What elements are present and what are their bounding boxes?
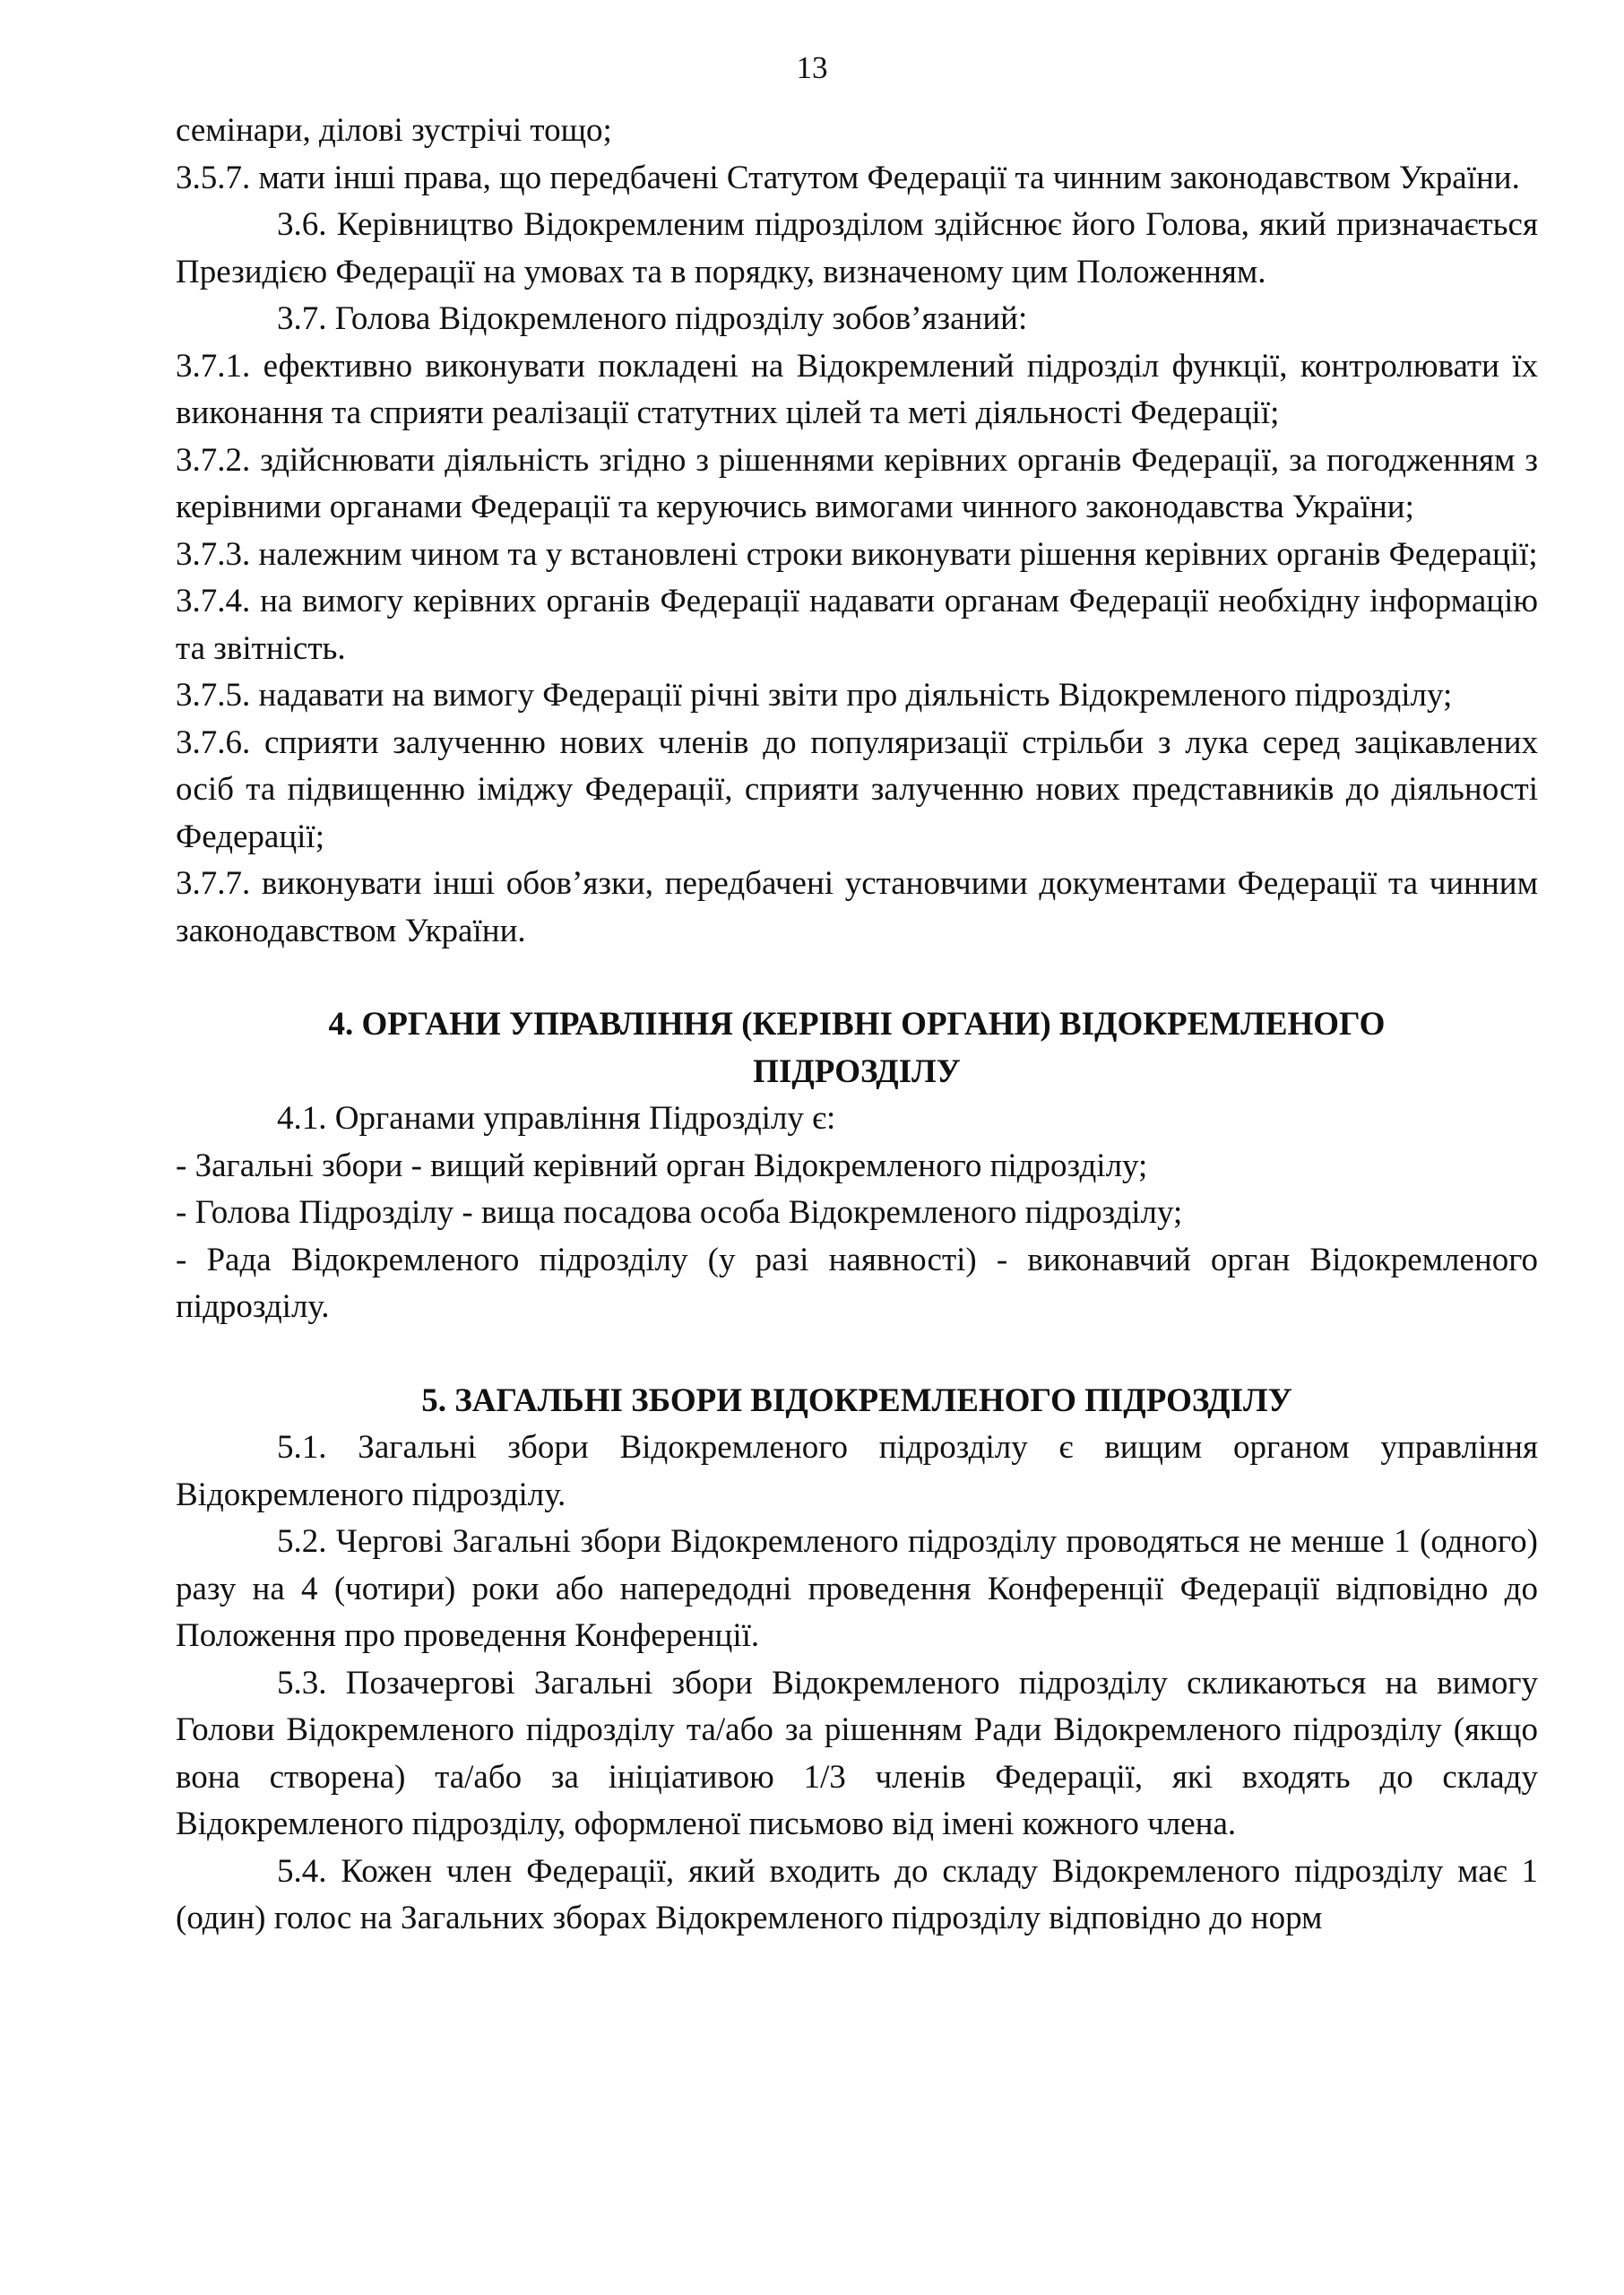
section-4-heading-line-2: ПІДРОЗДІЛУ	[753, 1052, 961, 1090]
document-body	[176, 108, 1538, 1943]
paragraph-3-7-3: 3.7.3. належним чином та у встановлені строки виконувати рішення керівних органів Федерації;	[176, 535, 1538, 573]
paragraph-5-1: 5.1. Загальні збори Відокремленого підрозділу є вищим органом управління Відокремленого підрозділу.	[176, 1429, 1538, 1513]
paragraph-5-3: 5.3. Позачергові Загальні збори Відокремленого підрозділу скликаються на вимогу Голови Відокремленого підрозділу та/або за рішенням Ради Відокремленого підрозділу (якщо вона створена) та/або за ініціативою 1/3 членів Федерації, які входять до складу Відокремленого підрозділу, оформленої письмово від імені кожного члена.	[176, 1664, 1538, 1842]
page-number: 13	[796, 50, 828, 85]
section-4-heading-line-1: 4. ОРГАНИ УПРАВЛІННЯ (КЕРІВНІ ОРГАНИ) ВІДОКРЕМЛЕНОГО	[328, 1006, 1386, 1043]
list-item-council: - Рада Відокремленого підрозділу (у разі наявності) - виконавчий орган Відокремленого підрозділу.	[176, 1241, 1538, 1325]
paragraph-4-1: 4.1. Органами управління Підрозділу є:	[277, 1100, 836, 1137]
paragraph-3-7-2: 3.7.2. здійснювати діяльність згідно з рішеннями керівних органів Федерації, за погодженням з керівними органами Федерації та керуючись вимогами чинного законодавства України;	[176, 441, 1538, 525]
paragraph-3-6: 3.6. Керівництво Відокремленим підрозділом здійснює його Голова, який призначається Президією Федерації на умовах та в порядку, визначеному цим Положенням.	[176, 206, 1538, 290]
paragraph-3-7-5: 3.7.5. надавати на вимогу Федерації річні звіти про діяльність Відокремленого підрозділу;	[176, 677, 1453, 714]
paragraph-5-2: 5.2. Чергові Загальні збори Відокремленого підрозділу проводяться не менше 1 (одного) разу на 4 (чотири) роки або напередодні проведення Конференції Федерації відповідно до Положення про проведення Конференції.	[176, 1523, 1538, 1654]
section-5-heading: 5. ЗАГАЛЬНІ ЗБОРИ ВІДОКРЕМЛЕНОГО ПІДРОЗДІЛУ	[421, 1381, 1292, 1419]
paragraph-3-7: 3.7. Голова Відокремленого підрозділу зобов’язаний:	[277, 300, 1028, 337]
paragraph-3-7-1: 3.7.1. ефективно виконувати покладені на Відокремлений підрозділ функції, контролювати їх виконання та сприяти реалізації статутних цілей та меті діяльності Федерації;	[176, 347, 1538, 431]
paragraph-3-7-6: 3.7.6. сприяти залученню нових членів до популяризації стрільби з лука серед зацікавлених осіб та підвищенню іміджу Федерації, сприяти залученню нових представників до діяльності Федерації;	[176, 723, 1538, 855]
paragraph-3-7-4: 3.7.4. на вимогу керівних органів Федерації надавати органам Федерації необхідну інформацію та звітність.	[176, 583, 1538, 667]
paragraph-3-5-7: 3.5.7. мати інші права, що передбачені Статутом Федерації та чинним законодавством України.	[176, 159, 1520, 196]
paragraph-3-7-7: 3.7.7. виконувати інші обов’язки, передбачені установчими документами Федерації та чинним законодавством України.	[176, 865, 1538, 949]
list-item-head: - Голова Підрозділу - вища посадова особа Відокремленого підрозділу;	[176, 1194, 1183, 1231]
paragraph-5-4: 5.4. Кожен член Федерації, який входить до складу Відокремленого підрозділу має 1 (один) голос на Загальних зборах Відокремленого підрозділу відповідно до норм	[176, 1852, 1538, 1936]
section-4-heading	[176, 1001, 1538, 1096]
list-item-general-meeting: - Загальні збори - вищий керівний орган Відокремленого підрозділу;	[176, 1147, 1148, 1184]
paragraph-seminars-continued: семінари, ділові зустрічі тощо;	[176, 112, 612, 149]
